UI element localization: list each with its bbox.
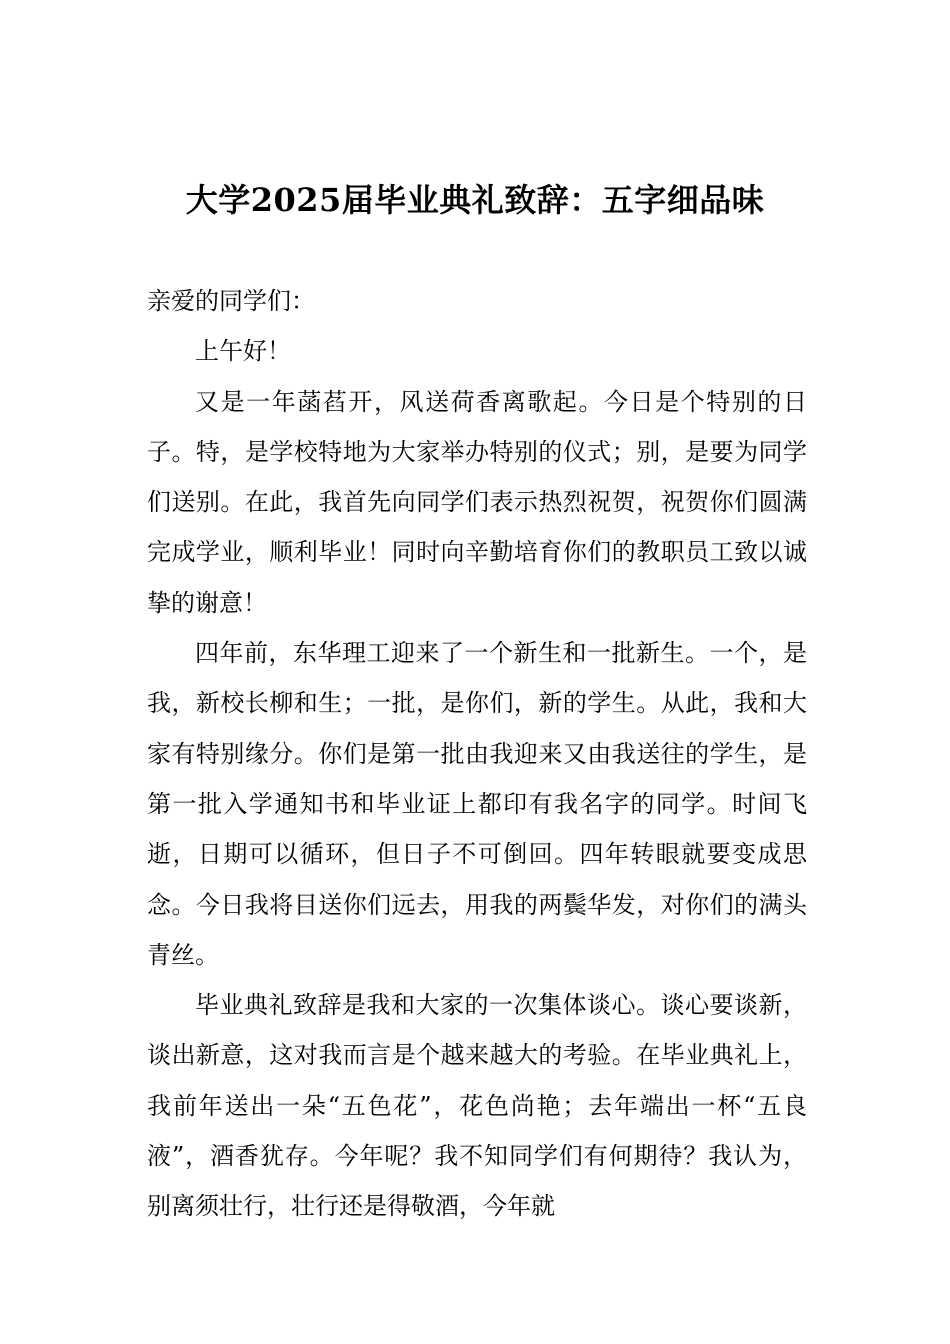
paragraph-speech-theme: 毕业典礼致辞是我和大家的一次集体谈心。谈心要谈新，谈出新意，这对我而言是个越来越大的考验。在毕业典礼上，我前年送出一朵“五色花”，花色尚艳；去年端出一杯“五良液”，酒香犹存。今年呢？我不知同学们有何期待？我认为，别离须壮行，壮行还是得敬酒，今年就 — [147, 991, 807, 1221]
document-body — [147, 276, 807, 1232]
paragraph-four-years-ago: 四年前，东华理工迎来了一个新生和一批新生。一个，是我，新校长柳和生；一批，是你们，新的学生。从此，我和大家有特别缘分。你们是第一批由我迎来又由我送往的学生，是第一批入学通知书和毕业证上都印有我名字的同学。时间飞逝，日期可以循环，但日子不可倒回。四年转眼就要变成思念。今日我将目送你们远去，用我的两鬓华发，对你们的满头青丝。 — [147, 639, 807, 969]
paragraph-greeting: 上午好！ — [195, 337, 291, 366]
salutation: 亲爱的同学们： — [147, 287, 315, 315]
document-title: 大学2025届毕业典礼致辞：五字细品味 — [185, 181, 765, 219]
paragraph-opening: 又是一年菡萏开，风送荷香离歌起。今日是个特别的日子。特，是学校特地为大家举办特别的仪式；别，是要为同学们送别。在此，我首先向同学们表示热烈祝贺，祝贺你们圆满完成学业，顺利毕业！同时向辛勤培育你们的教职员工致以诚挚的谢意！ — [147, 387, 807, 617]
